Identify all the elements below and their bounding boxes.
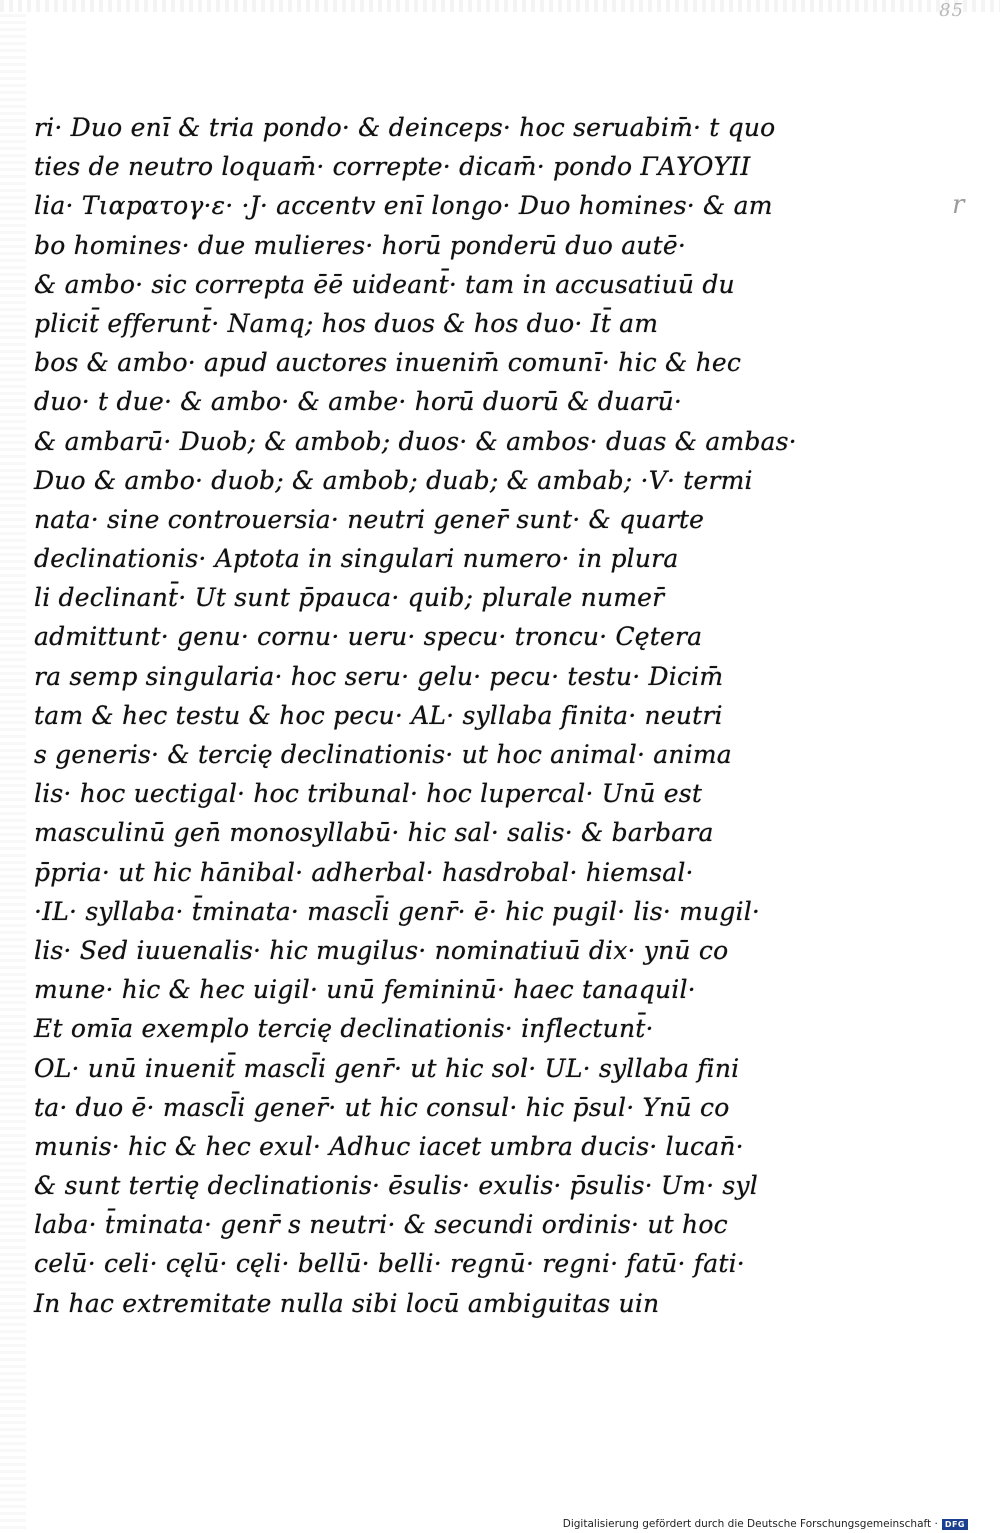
manuscript-line: ·IL· syllaba· t̄minata· mascl̄i genr̄· ē· hic pugil· lis· mugil· [34, 896, 761, 926]
manuscript-line: & ambo· sic correpta ēē uideant̄· tam in accusatiuū du [34, 269, 735, 299]
manuscript-line: ra semp singularia· hoc seru· gelu· pecu· testu· Dicim̄ [34, 661, 724, 691]
manuscript-line: ta· duo ē· mascl̄i gener̄· ut hic consul· hic p̄sul· Ynū co [34, 1092, 730, 1122]
manuscript-line: admittunt· genu· cornu· ueru· specu· troncu· Cętera [34, 622, 703, 652]
manuscript-line: & sunt tertię declinationis· ēsulis· exulis· p̄sulis· Um· syl [34, 1171, 758, 1201]
manuscript-line: lia· Τιαpατογ·ε· ·J· accentv enī longo· Duo homines· & am [34, 191, 773, 221]
manuscript-line: bos & ambo· apud auctores inuenim̄ comunī· hic & hec [34, 348, 742, 378]
manuscript-line: In hac extremitate nulla sibi locū ambiguitas uin [34, 1288, 660, 1318]
manuscript-line: li declinant̄· Ut sunt p̄pauca· quib; plurale numer̄ [34, 583, 665, 613]
dfg-logo: DFG [942, 1519, 968, 1530]
manuscript-line: tam & hec testu & hoc pecu· AL· syllaba finita· neutri [34, 700, 723, 730]
footer [563, 1518, 968, 1530]
manuscript-line: ties de neutro loquam̄· correpte· dicam̄· pondo ΓΑΥΟΥΙΙ [34, 152, 751, 182]
manuscript-line: OL· unū inuenit̄ mascl̄i genr̄· ut hic sol· UL· syllaba fini [34, 1053, 740, 1083]
manuscript-line: munis· hic & hec exul· Adhuc iacet umbra ducis· lucan̄· [34, 1131, 744, 1161]
manuscript-line: masculinū gen̄ monosyllabū· hic sal· salis· & barbara [34, 818, 714, 848]
manuscript-line: Duo & ambo· duob; & ambob; duab; & ambab; ·V· termi [34, 465, 753, 495]
manuscript-line: ri· Duo enī & tria pondo· & deinceps· hoc seruabim̄· t quo [34, 113, 776, 142]
manuscript-line: declinationis· Aptota in singulari numero· in plura [34, 544, 679, 574]
manuscript-line: lis· hoc uectigal· hoc tribunal· hoc lupercal· Unū est [34, 779, 703, 809]
manuscript-line: bo homines· due mulieres· horū ponderū duo autē· [34, 230, 686, 260]
manuscript-line: celū· celi· cęlū· cęli· bellū· belli· regnū· regni· fatū· fati· [34, 1249, 745, 1279]
manuscript-text-block [34, 108, 834, 1323]
manuscript-line: s generis· & tercię declinationis· ut hoc animal· anima [34, 740, 732, 769]
page-edge-left [0, 0, 26, 1533]
manuscript-line: mune· hic & hec uigil· unū femininū· haec tanaquil· [34, 975, 696, 1005]
manuscript-line: nata· sine controuersia· neutri gener̄ sunt· & quarte [34, 504, 705, 534]
manuscript-line: Et omīa exemplo tercię declinationis· inflectunt̄· [34, 1014, 654, 1044]
footer-text: Digitalisierung gefördert durch die Deutsche Forschungsgemeinschaft · [562, 1518, 938, 1530]
manuscript-line: lis· Sed iuuenalis· hic mugilus· nominatiuū dix· ynū co [34, 935, 729, 965]
manuscript-line: duo· t due· & ambo· & ambe· horū duorū & duarū· [34, 387, 683, 417]
manuscript-line: p̄pria· ut hic hānibal· adherbal· hasdrobal· hiemsal· [34, 857, 694, 887]
page-edge-top [0, 0, 1000, 12]
manuscript-line: laba· t̄minata· genr̄ s neutri· & secundi ordinis· ut hoc [34, 1210, 728, 1240]
manuscript-line: plicit̄ efferunt̄· Namq; hos duos & hos duo· It̄ am [34, 308, 659, 338]
margin-note: r [952, 190, 965, 220]
manuscript-line: & ambarū· Duob; & ambob; duos· & ambos· duas & ambas· [34, 426, 797, 456]
folio-number: 85 [939, 0, 964, 21]
